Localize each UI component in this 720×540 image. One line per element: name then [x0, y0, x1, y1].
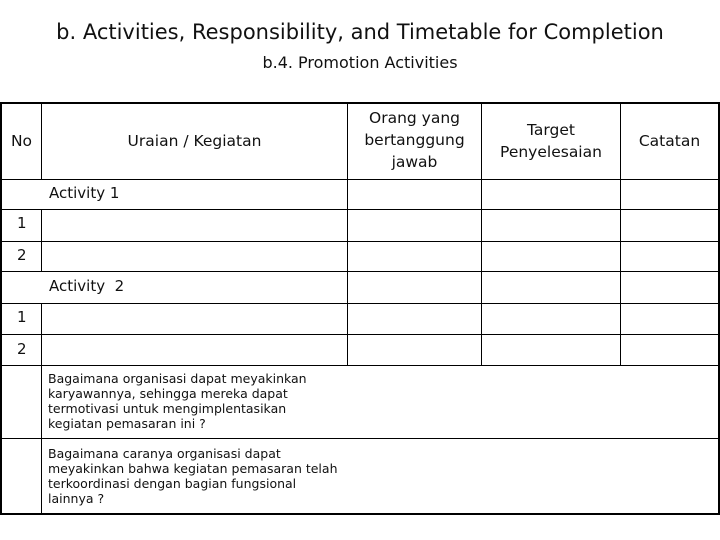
row-number: 1: [17, 308, 27, 326]
table-divider: [0, 271, 720, 272]
row-number: 2: [17, 246, 27, 264]
header-target-line: Target: [527, 121, 575, 139]
activity-group-label: Activity 2: [49, 277, 125, 295]
page-subtitle: b.4. Promotion Activities: [262, 53, 458, 72]
table-divider: [0, 365, 720, 366]
table-border-left: [0, 102, 2, 515]
row-number: 1: [17, 214, 27, 232]
header-target-line: Penyelesaian: [500, 143, 602, 161]
table-divider: [0, 438, 720, 439]
table-divider: [0, 334, 720, 335]
header-activity: Uraian / Kegiatan: [127, 132, 262, 150]
header-responsible: [348, 107, 481, 173]
row-number: 2: [17, 340, 27, 358]
header-target: [482, 119, 620, 163]
table-column-divider: [41, 303, 42, 515]
table-divider: [0, 179, 720, 180]
table-divider: [0, 303, 720, 304]
table-divider: [0, 241, 720, 242]
question-text: Bagaimana caranya organisasi dapat meyakinkan bahwa kegiatan pemasaran telah terkoordinasi dengan bagian fungsional lainnya ?: [48, 446, 338, 506]
header-no: No: [10, 132, 33, 150]
header-responsible-line: jawab: [391, 153, 438, 171]
header-notes: Catatan: [638, 132, 701, 150]
table-border-bottom: [0, 513, 720, 515]
header-responsible-line: bertanggung: [364, 131, 465, 149]
header-responsible-line: Orang yang: [369, 109, 460, 127]
question-text: Bagaimana organisasi dapat meyakinkan karyawannya, sehingga mereka dapat termotivasi untuk mengimplentasikan kegiatan pemasaran ini ?: [48, 371, 307, 431]
table-border-top: [0, 102, 720, 104]
activity-group-label: Activity 1: [49, 184, 120, 202]
table-column-divider: [41, 209, 42, 272]
table-divider: [0, 209, 720, 210]
page-title: b. Activities, Responsibility, and Timetable for Completion: [56, 20, 664, 44]
